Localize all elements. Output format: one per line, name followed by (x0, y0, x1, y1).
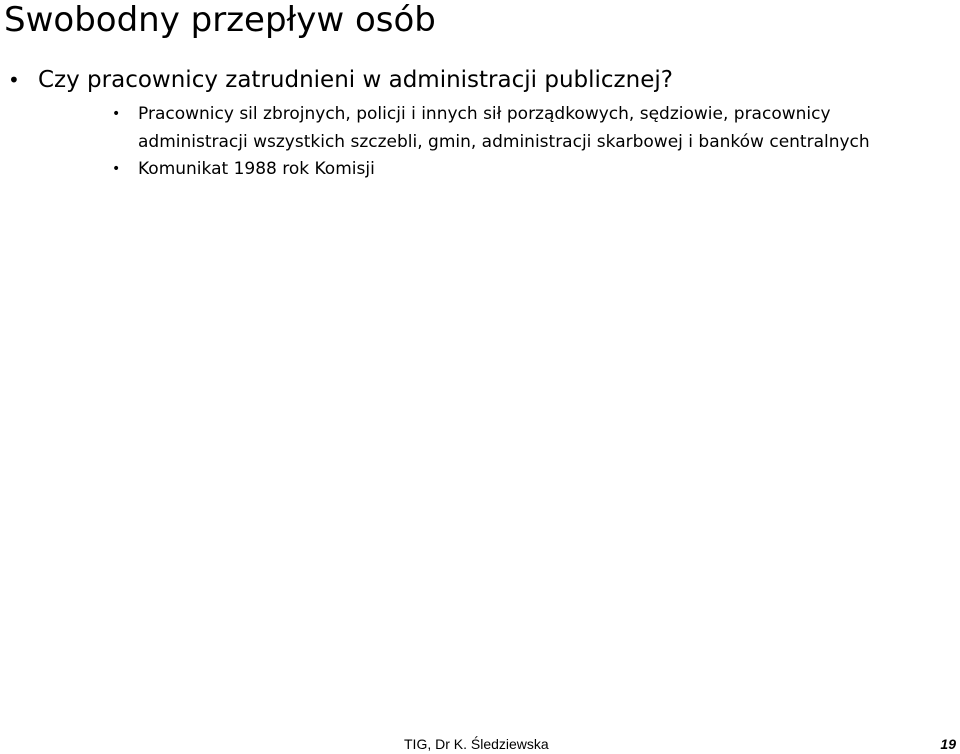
sub-bullet-text-communication: Komunikat 1988 rok Komisji (138, 159, 375, 179)
slide-title: Swobodny przepływ osób (4, 0, 436, 40)
bullet-text-question: Czy pracownicy zatrudnieni w administracji publicznej? (38, 67, 673, 93)
sub-bullet-item-communication (138, 155, 938, 183)
page-number: 19 (940, 736, 956, 752)
sub-bullet-text-employees: Pracownicy sil zbrojnych, policji i innych sił porządkowych, sędziowie, pracownicy administracji wszystkich szczebli, gmin, administracji skarbowej i banków centralnych (138, 104, 870, 152)
bullet-item-question (38, 64, 918, 96)
sub-bullet-item-employees (138, 100, 938, 156)
footer-author: TIG, Dr K. Śledziewska (404, 736, 549, 752)
